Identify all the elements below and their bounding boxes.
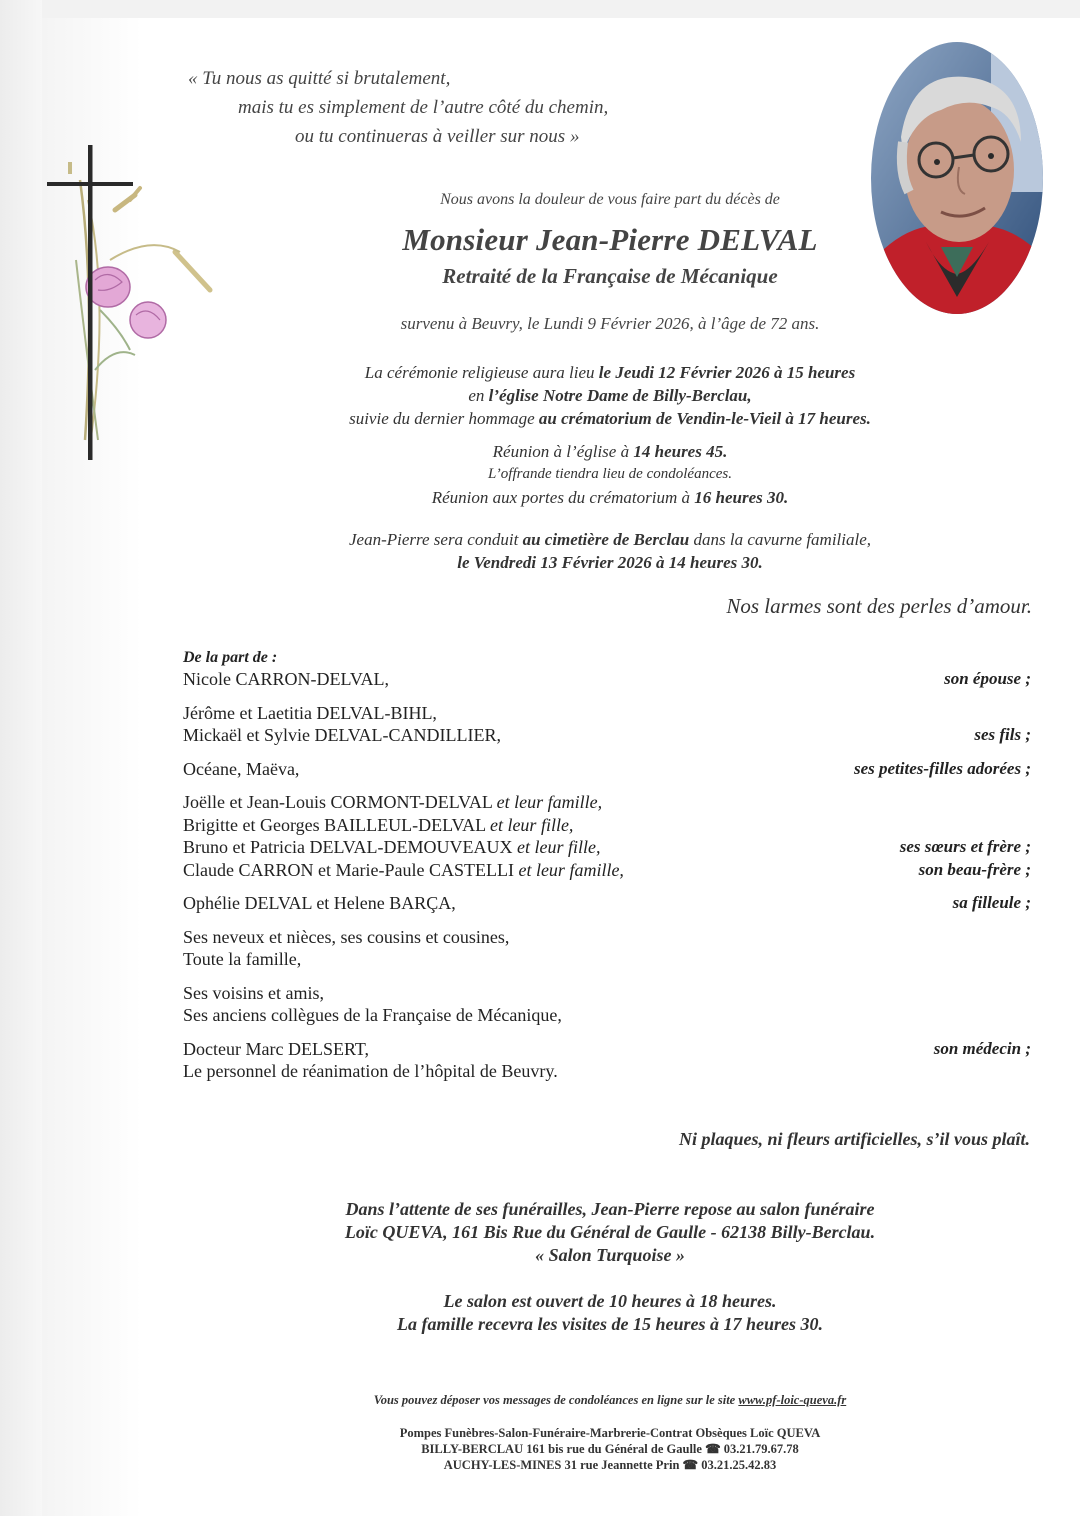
list-item: [183, 836, 1033, 859]
list-item: [183, 758, 1033, 781]
relation: son médecin ;: [933, 1038, 1031, 1058]
relation: ses fils ;: [974, 725, 1031, 744]
tears-quote: Nos larmes sont des perles d’amour.: [726, 594, 1032, 618]
list-item: [183, 1004, 1033, 1027]
opening-quote: [150, 64, 670, 151]
family-list: [183, 648, 1033, 1083]
list-item: [183, 859, 1033, 882]
quote-line: ou tu continueras à veiller sur nous »: [295, 126, 580, 147]
salon-room: « Salon Turquoise »: [535, 1245, 685, 1265]
relation: son épouse ;: [944, 669, 1031, 688]
family-suffix: et leur famille,: [518, 859, 624, 880]
list-item: [183, 926, 1033, 949]
relation: sa filleule ;: [952, 893, 1031, 912]
deceased-occupation: Retraité de la Française de Mécanique: [442, 264, 778, 288]
family-name: Océane, Maëva,: [183, 758, 300, 779]
hours-line: La famille recevra les visites de 15 heures à 17 heures 30.: [397, 1314, 823, 1334]
death-details: survenu à Beuvry, le Lundi 9 Février 2026, à l’âge de 72 ans.: [400, 314, 820, 333]
funeral-home-block: [250, 1198, 970, 1267]
list-item: [183, 982, 1033, 1005]
phone-icon: ☎: [705, 1442, 721, 1456]
visiting-hours-block: [250, 1290, 970, 1336]
ceremony-date: le Jeudi 12 Février 2026 à 15 heures: [598, 363, 856, 382]
family-name: Claude CARRON et Marie-Paule CASTELLI: [183, 859, 514, 880]
family-suffix: et leur fille,: [489, 814, 574, 835]
cemetery-block: [250, 528, 970, 574]
offering-note: L’offrande tiendra lieu de condoléances.: [488, 466, 732, 482]
relation: ses sœurs et frère ;: [899, 837, 1031, 856]
family-name: Brigitte et Georges BAILLEUL-DELVAL: [183, 814, 486, 835]
family-suffix: et leur fille,: [516, 837, 601, 857]
family-name: Nicole CARRON-DELVAL,: [183, 669, 389, 689]
family-name: Mickaël et Sylvie DELVAL-CANDILLIER,: [183, 725, 501, 745]
cross-with-flowers-icon: [40, 140, 230, 470]
family-name: Jérôme et Laetitia DELVAL-BIHL,: [183, 702, 437, 723]
reunion-text: Réunion à l’église à: [492, 442, 634, 461]
website-link[interactable]: www.pf-loic-queva.fr: [738, 1393, 847, 1407]
family-suffix: et leur famille,: [496, 792, 603, 812]
family-name: Bruno et Patricia DELVAL-DEMOUVEAUX: [183, 837, 513, 857]
relation: ses petites-filles adorées ;: [853, 758, 1031, 778]
list-item: [183, 791, 1033, 814]
cemetery-text: dans la cavurne familiale,: [689, 530, 872, 549]
reunion-time: 16 heures 30.: [694, 488, 789, 507]
cemetery-date: le Vendredi 13 Février 2026 à 14 heures 30.: [457, 553, 763, 572]
company-line: Pompes Funèbres-Salon-Funéraire-Marbrerie-Contrat Obsèques Loïc QUEVA: [399, 1426, 821, 1440]
ceremony-church: l’église Notre Dame de Billy-Berclau,: [488, 386, 752, 405]
family-name: Docteur Marc DELSERT,: [183, 1038, 370, 1059]
list-item: [183, 892, 1033, 915]
top-shade: [0, 0, 1080, 18]
cemetery-place: au cimetière de Berclau: [522, 530, 690, 549]
left-band: [0, 0, 42, 1516]
list-item: [183, 1038, 1033, 1061]
list-item: [183, 1060, 1033, 1083]
reunion-time: 14 heures 45.: [633, 442, 728, 461]
address-line: BILLY-BERCLAU 161 bis rue du Général de Gaulle: [421, 1442, 706, 1456]
phone-number[interactable]: 03.21.25.42.83: [701, 1458, 777, 1472]
cemetery-text: Jean-Pierre sera conduit: [348, 530, 523, 549]
phone-icon: ☎: [682, 1458, 699, 1472]
list-item: [183, 702, 1033, 725]
list-item: [183, 724, 1033, 747]
salon-line: Dans l’attente de ses funérailles, Jean-Pierre repose au salon funéraire: [345, 1199, 875, 1219]
announcement-intro: Nous avons la douleur de vous faire part du décès de: [440, 191, 780, 208]
list-item: [183, 814, 1033, 837]
family-name: Le personnel de réanimation de l’hôpital de Beuvry.: [183, 1061, 558, 1081]
relation: son beau-frère ;: [918, 859, 1031, 879]
ceremony-text: La cérémonie religieuse aura lieu: [364, 363, 599, 382]
family-name: Toute la famille,: [183, 949, 302, 969]
ceremony-text: en: [468, 386, 489, 405]
online-text: Vous pouvez déposer vos messages de condoléances en ligne sur le site: [373, 1393, 739, 1407]
salon-address: Loïc QUEVA, 161 Bis Rue du Général de Gaulle - 62138 Billy-Berclau.: [344, 1222, 876, 1242]
hours-line: Le salon est ouvert de 10 heures à 18 heures.: [443, 1291, 777, 1311]
ceremony-block: [250, 361, 970, 430]
family-name: Ses voisins et amis,: [183, 982, 325, 1003]
list-item: [183, 668, 1033, 691]
deceased-name: Monsieur Jean-Pierre DELVAL: [402, 222, 818, 257]
family-name: Ses neveux et nièces, ses cousins et cousines,: [183, 926, 510, 947]
family-name: Ses anciens collègues de la Française de Mécanique,: [183, 1005, 562, 1025]
footer-contacts: [250, 1425, 970, 1473]
quote-line: « Tu nous as quitté si brutalement,: [188, 68, 451, 89]
ceremony-crematorium: au crématorium de Vendin-le-Vieil à 17 heures.: [538, 409, 871, 428]
family-name: Ophélie DELVAL et Helene BARÇA,: [183, 893, 456, 913]
from-label: De la part de :: [183, 649, 278, 666]
phone-number[interactable]: 03.21.79.67.78: [723, 1442, 799, 1456]
address-line: AUCHY-LES-MINES 31 rue Jeannette Prin: [443, 1458, 683, 1472]
family-name: Joëlle et Jean-Louis CORMONT-DELVAL: [183, 792, 493, 812]
ceremony-text: suivie du dernier hommage: [349, 409, 539, 428]
list-item: [183, 948, 1033, 971]
reunions-block: [250, 440, 970, 509]
quote-line: mais tu es simplement de l’autre côté du chemin,: [238, 97, 609, 118]
no-plaques-note: Ni plaques, ni fleurs artificielles, s’il vous plaît.: [678, 1129, 1030, 1149]
reunion-text: Réunion aux portes du crématorium à: [431, 488, 695, 507]
online-condolences: [250, 1393, 970, 1408]
